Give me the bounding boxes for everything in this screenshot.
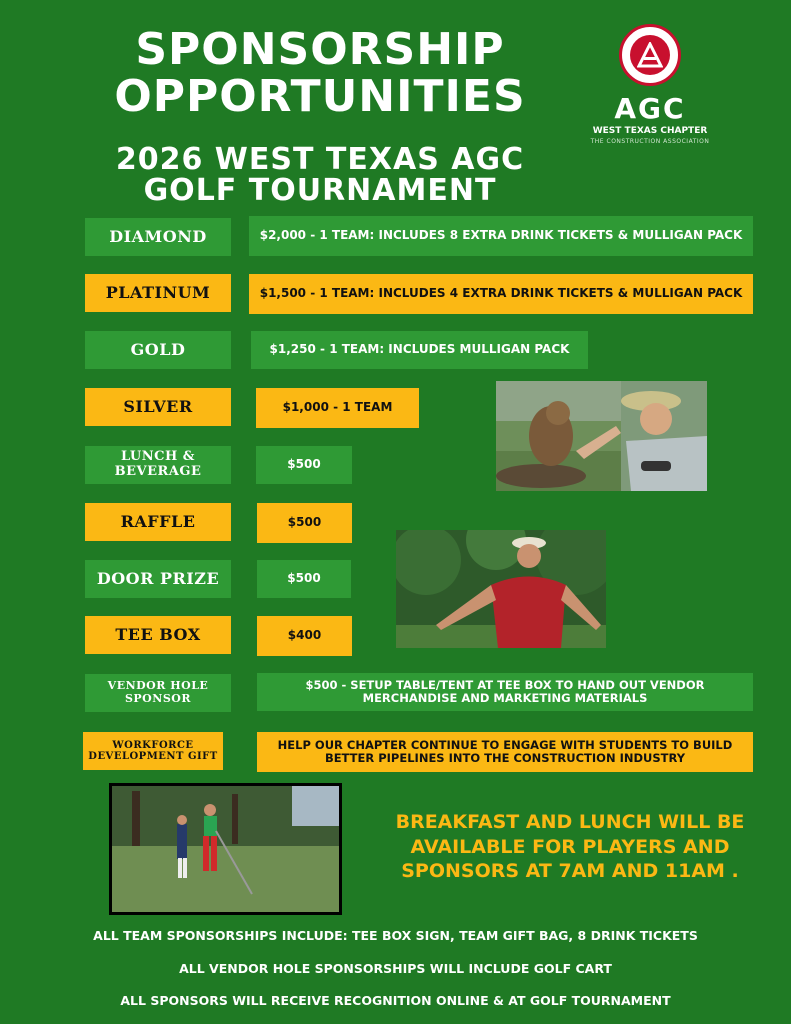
tier-platinum: PLATINUM	[85, 274, 231, 312]
tier-door-prize-detail: $500	[257, 560, 351, 598]
logo-tagline: THE CONSTRUCTION ASSOCIATION	[590, 138, 710, 145]
title-line-2: OPPORTUNITIES	[114, 71, 526, 122]
photo-gopher-scene	[496, 381, 707, 491]
tier-platinum-detail: $1,500 - 1 TEAM: INCLUDES 4 EXTRA DRINK TICKETS & MULLIGAN PACK	[249, 274, 753, 314]
photo-golfers-course	[109, 783, 342, 915]
subtitle-line-1: 2026 WEST TEXAS AGC	[115, 142, 525, 177]
footer-team-sponsorships: ALL TEAM SPONSORSHIPS INCLUDE: TEE BOX SIGN, TEAM GIFT BAG, 8 DRINK TICKETS	[93, 928, 698, 943]
tier-diamond-detail: $2,000 - 1 TEAM: INCLUDES 8 EXTRA DRINK TICKETS & MULLIGAN PACK	[249, 216, 753, 256]
chapter-name: WEST TEXAS CHAPTER	[592, 126, 708, 136]
agc-seal-logo	[619, 24, 681, 86]
tier-raffle-detail: $500	[257, 503, 352, 543]
subtitle-line-2: GOLF TOURNAMENT	[143, 173, 497, 208]
footer-vendor-hole: ALL VENDOR HOLE SPONSORSHIPS WILL INCLUDE GOLF CART	[179, 961, 612, 976]
tier-lunch-beverage-detail: $500	[256, 446, 352, 484]
tier-vendor-hole-sponsor: VENDOR HOLE SPONSOR	[85, 674, 231, 712]
tier-tee-box: TEE BOX	[85, 616, 231, 654]
tier-lunch-beverage: LUNCH & BEVERAGE	[85, 446, 231, 484]
tier-diamond: DIAMOND	[85, 218, 231, 256]
tier-raffle: RAFFLE	[85, 503, 231, 541]
photo-golfer-red-shirt	[396, 530, 606, 648]
tier-vendor-hole-sponsor-detail: $500 - SETUP TABLE/TENT AT TEE BOX TO HAND OUT VENDOR MERCHANDISE AND MARKETING MATERIALS	[257, 673, 753, 711]
agc-logo-text: AGC	[614, 92, 686, 125]
tier-gold: GOLD	[85, 331, 231, 369]
tier-silver-detail: $1,000 - 1 TEAM	[256, 388, 419, 428]
tier-workforce-development-gift-detail: HELP OUR CHAPTER CONTINUE TO ENGAGE WITH STUDENTS TO BUILD BETTER PIPELINES INTO THE CONSTRUCTION INDUSTRY	[257, 732, 753, 772]
tier-gold-detail: $1,250 - 1 TEAM: INCLUDES MULLIGAN PACK	[251, 331, 588, 369]
tier-silver: SILVER	[85, 388, 231, 426]
tier-door-prize: DOOR PRIZE	[85, 560, 231, 598]
tier-workforce-development-gift: WORKFORCE DEVELOPMENT GIFT	[83, 732, 223, 770]
breakfast-lunch-note: BREAKFAST AND LUNCH WILL BE AVAILABLE FOR PLAYERS AND SPONSORS AT 7AM AND 11AM .	[395, 811, 745, 883]
title-line-1: SPONSORSHIP	[135, 24, 505, 75]
footer-recognition: ALL SPONSORS WILL RECEIVE RECOGNITION ONLINE & AT GOLF TOURNAMENT	[120, 993, 671, 1008]
tier-tee-box-detail: $400	[257, 616, 352, 656]
